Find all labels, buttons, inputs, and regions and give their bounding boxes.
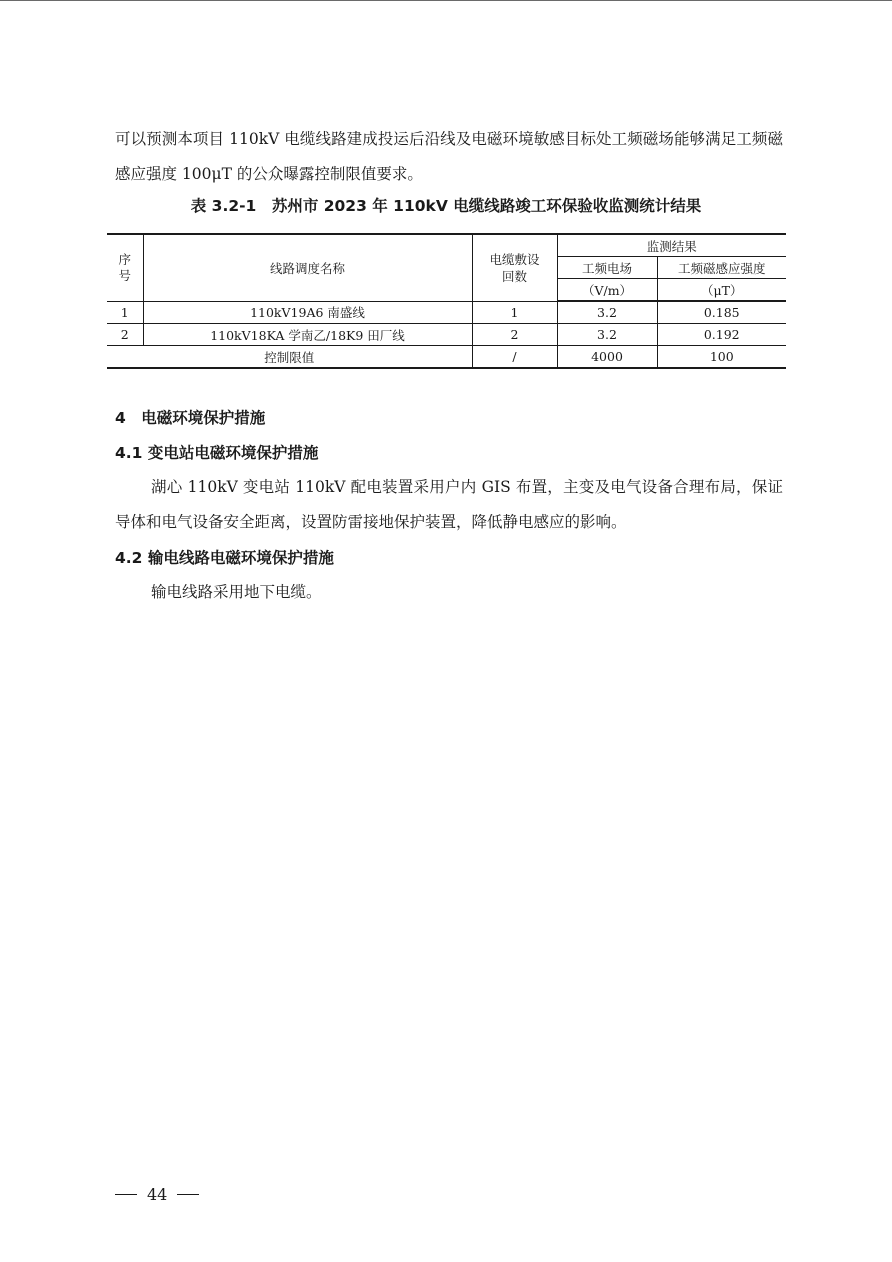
table-cell-count: 1 [472,301,557,324]
monitoring-results-table [107,233,786,369]
header-efield: 工频电场 [557,257,657,279]
table-cell-count: 2 [472,324,557,346]
limit-row-efield: 4000 [557,346,657,369]
section-4-1-text: 湖心 110kV 变电站 110kV 配电装置采用户内 GIS 布置，主变及电气设备合理布局，保证导体和电气设备安全距离，设置防雷接地保护装置，降低静电感应的影响。 [115,478,783,531]
limit-row-bfield: 100 [657,346,786,369]
section-4-2-heading: 4.2 输电线路电磁环境保护措施 [115,549,334,567]
section-4-heading: 4 电磁环境保护措施 [115,409,266,427]
footer-dash-right [177,1194,199,1195]
header-bfield: 工频磁感应强度 [657,257,786,279]
header-seq: 序号 [107,234,143,301]
table-caption: 表 3.2-1 苏州市 2023 年 110kV 电缆线路竣工环保验收监测统计结果 [190,197,702,215]
section-4-1-heading: 4.1 变电站电磁环境保护措施 [115,444,319,462]
table-cell-name: 110kV18KA 学南乙/18K9 田厂线 [143,324,472,346]
limit-row-count: / [472,346,557,369]
table-cell-bfield: 0.185 [657,301,786,324]
header-cable-count: 电缆敷设回数 [472,234,557,301]
section-4-2-text: 输电线路采用地下电缆。 [151,583,322,601]
table-cell-bfield: 0.192 [657,324,786,346]
header-line-name: 线路调度名称 [143,234,472,301]
header-monitor-results: 监测结果 [557,234,786,257]
header-efield-unit: （V/m） [557,279,657,302]
table-cell-seq: 1 [107,301,143,324]
page-footer [115,1185,199,1204]
table-cell-name: 110kV19A6 南盛线 [143,301,472,324]
header-bfield-unit: （μT） [657,279,786,302]
page-top-border [0,0,892,1]
table-cell-efield: 3.2 [557,301,657,324]
footer-dash-left [115,1194,137,1195]
table-cell-seq: 2 [107,324,143,346]
page-number: 44 [147,1185,168,1204]
table-cell-efield: 3.2 [557,324,657,346]
limit-row-label: 控制限值 [107,346,472,369]
intro-paragraph: 可以预测本项目 110kV 电缆线路建成投运后沿线及电磁环境敏感目标处工频磁场能够满足工频磁感应强度 100μT 的公众曝露控制限值要求。 [115,130,783,183]
